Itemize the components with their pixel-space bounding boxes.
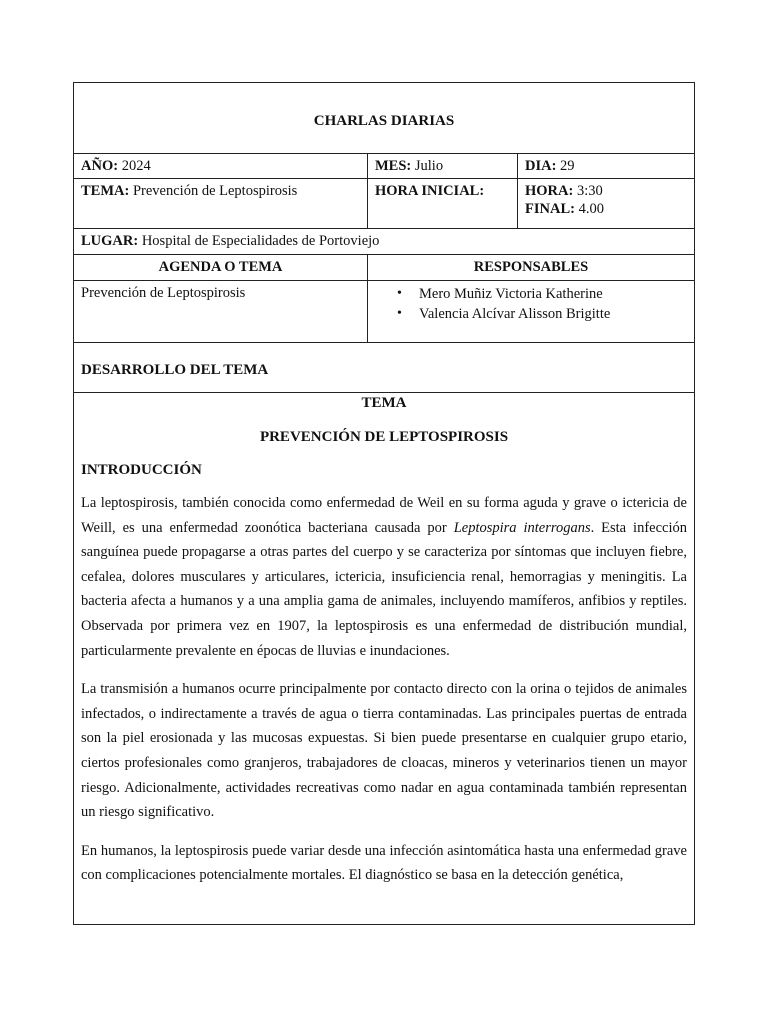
final-value: 4.00 xyxy=(578,201,604,217)
tema-row xyxy=(74,178,694,228)
mes-value: Julio xyxy=(414,158,444,174)
hora-inicial-label: HORA INICIAL: xyxy=(375,183,485,199)
tema-heading: TEMA xyxy=(361,395,407,411)
responsable-item: • Mero Muñiz Victoria Katherine xyxy=(419,284,687,304)
agenda-body-row xyxy=(74,280,694,342)
responsables-list xyxy=(375,284,687,324)
anio-value: 2024 xyxy=(121,158,151,174)
mes-label: MES: xyxy=(375,158,412,174)
tema-value: Prevención de Leptospirosis xyxy=(132,183,298,199)
paragraph-1-part-a: La leptospirosis, también conocida como enfermedad de Weil en su forma aguda y grave o ictericia de Weill, es una enfermedad zoonótica bacteriana causada por xyxy=(81,495,687,536)
form-title: CHARLAS DIARIAS xyxy=(313,112,455,129)
agenda-column-header: AGENDA O TEMA xyxy=(158,259,283,275)
lugar-row xyxy=(74,228,694,254)
hora-inicial-cell xyxy=(367,179,517,228)
charlas-form xyxy=(73,82,695,925)
date-row xyxy=(74,153,694,178)
responsables-column-header: RESPONSABLES xyxy=(367,255,694,280)
paragraph-3: En humanos, la leptospirosis puede variar desde una infección asintomática hasta una enfermedad grave con complicaciones potencialmente mortales. El diagnóstico se basa en la detección genética, xyxy=(81,842,687,884)
agenda-topic: Prevención de Leptospirosis xyxy=(81,285,246,301)
responsable-item: • Valencia Alcívar Alisson Brigitte xyxy=(419,304,687,324)
dia-cell xyxy=(517,154,694,178)
tema-cell xyxy=(74,179,367,228)
anio-cell xyxy=(74,154,367,178)
hora-label: HORA: xyxy=(525,183,574,199)
hora-final-cell xyxy=(517,179,694,228)
lugar-label: LUGAR: xyxy=(81,233,139,249)
tema-label: TEMA: xyxy=(81,183,130,199)
dia-label: DIA: xyxy=(525,158,557,174)
topic-title: PREVENCIÓN DE LEPTOSPIROSIS xyxy=(259,429,509,445)
species-name: Leptospira interrogans xyxy=(453,519,591,536)
paragraph-2: La transmisión a humanos ocurre principalmente por contacto directo con la orina o tejidos de animales infectados, o indirectamente a través de agua o tierra contaminadas. Las principales puertas de entrada son la piel erosionada y las mucosas expuestas. Si bien puede presentarse en cualquier grupo etario, ciertos profesionales como granjeros, trabajadores de cloacas, mineros y veterinarios tienen un mayor riesgo. Adicionalmente, actividades recreativas como nadar en agua contaminada también representan un riesgo significativo. xyxy=(81,681,687,821)
desarrollo-body xyxy=(74,392,694,924)
lugar-value: Hospital de Especialidades de Portoviejo xyxy=(141,233,380,249)
final-label: FINAL: xyxy=(525,201,575,217)
paragraph-1 xyxy=(81,491,687,663)
lugar-cell xyxy=(74,229,694,254)
responsables-list-cell xyxy=(367,281,694,342)
agenda-header-row xyxy=(74,254,694,280)
paragraph-1-part-b: . Esta infección sanguínea puede propagarse a otras partes del cuerpo y se caracteriza por síntomas que incluyen fiebre, cefalea, dolores musculares y articulares, ictericia, insuficiencia renal, hemorragias y meningitis. La bacteria afecta a humanos y a una amplia gama de animales, incluyendo mamíferos, anfibios y reptiles. Observada por primera vez en 1907, la leptospirosis es una enfermedad de distribución mundial, particularmente prevalente en épocas de lluvias e inundaciones. xyxy=(81,519,687,659)
desarrollo-label: DESARROLLO DEL TEMA xyxy=(81,362,269,378)
dia-value: 29 xyxy=(560,158,575,174)
mes-cell xyxy=(367,154,517,178)
title-row xyxy=(74,83,694,153)
desarrollo-row xyxy=(74,342,694,392)
anio-label: AÑO: xyxy=(81,158,119,174)
intro-heading: INTRODUCCIÓN xyxy=(81,462,202,478)
hora-value: 3:30 xyxy=(576,183,603,199)
